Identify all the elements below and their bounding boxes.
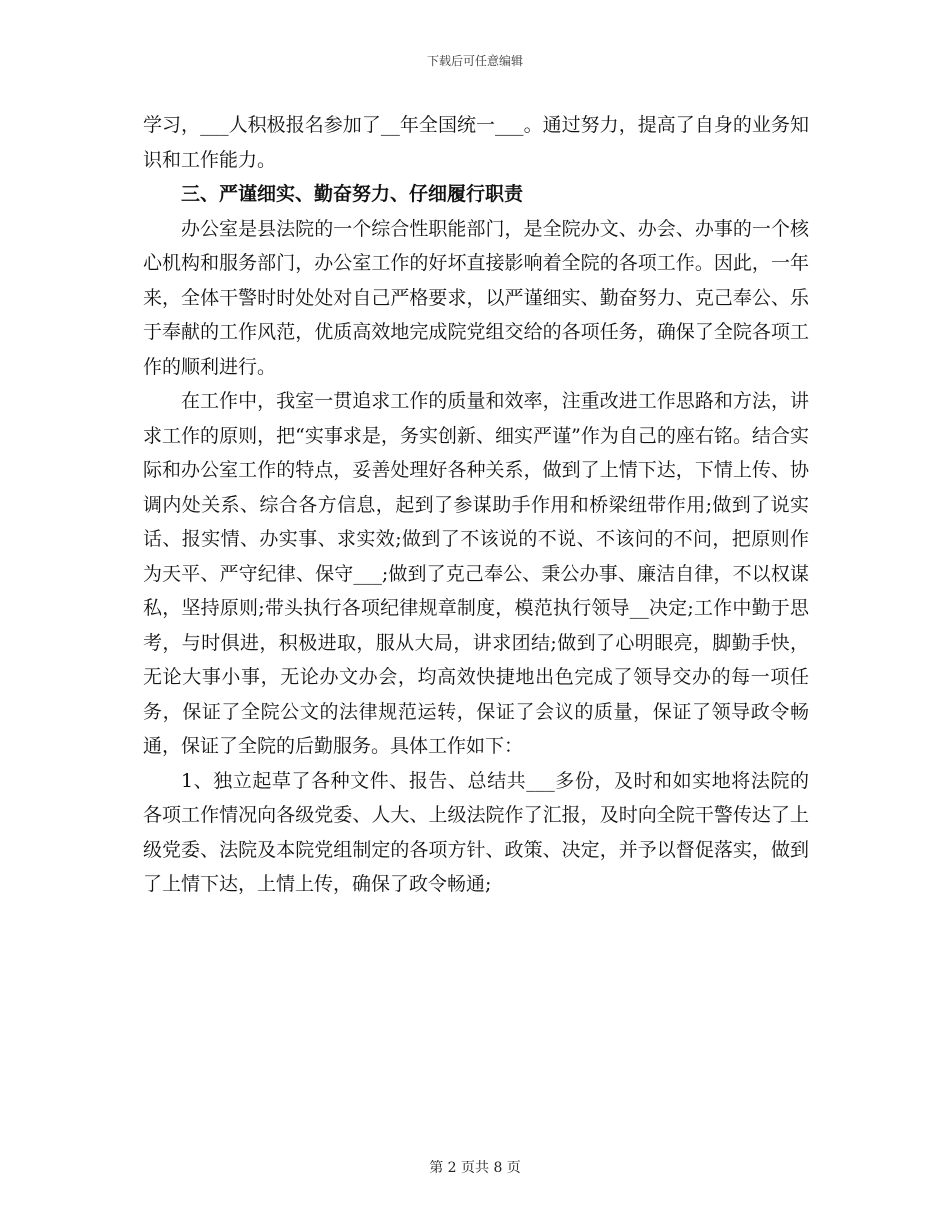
- page-header: 下载后可任意编辑: [426, 54, 523, 68]
- paragraph-office-role: 办公室是县法院的一个综合性职能部门，是全院办文、办会、办事的一个核心机构和服务部门，办公室工作的好坏直接影响着全院的各项工作。因此，一年来，全体干警时时处处对自己严格要求，以严谨细实、勤奋努力、克己奉公、乐于奉献的工作风范，优质高效地完成院党组交给的各项任务，确保了全院各项工作的顺利进行。: [143, 217, 809, 378]
- page-footer: 第 2 页共 8 页: [429, 1160, 521, 1176]
- paragraph-item-1: 1、独立起草了各种文件、报告、总结共___多份，及时和如实地将法院的各项工作情况向各级党委、人大、上级法院作了汇报，及时向全院干警传达了上级党委、法院及本院党组制定的各项方针、政策、决定，并予以督促落实，做到了上情下达，上情上传，确保了政令畅通;: [143, 769, 809, 895]
- document-body: [143, 108, 809, 902]
- continuation-paragraph: 学习，___人积极报名参加了__年全国统一___。通过努力，提高了自身的业务知识和工作能力。: [143, 114, 809, 171]
- paragraph-work-principles: 在工作中，我室一贯追求工作的质量和效率，注重改进工作思路和方法，讲求工作的原则，把“实事求是，务实创新、细实严谨”作为自己的座右铭。结合实际和办公室工作的特点，妥善处理好各种关系，做到了上情下达，下情上传、协调内处关系、综合各方信息，起到了参谋助手作用和桥梁纽带作用;做到了说实话、报实情、办实事、求实效;做到了不该说的不说、不该问的不问，把原则作为天平、严守纪律、保守___;做到了克己奉公、秉公办事、廉洁自律，不以权谋私，坚持原则;带头执行各项纪律规章制度，模范执行领导__决定;工作中勤于思考，与时俱进，积极进取，服从大局，讲求团结;做到了心明眼亮，脚勤手快，无论大事小事，无论办文办会，均高效快捷地出色完成了领导交办的每一项任务，保证了全院公文的法律规范运转，保证了会议的质量，保证了领导政令畅通，保证了全院的后勤服务。具体工作如下：: [143, 390, 809, 757]
- section-heading: 三、严谨细实、勤奋努力、仔细履行职责: [181, 183, 524, 205]
